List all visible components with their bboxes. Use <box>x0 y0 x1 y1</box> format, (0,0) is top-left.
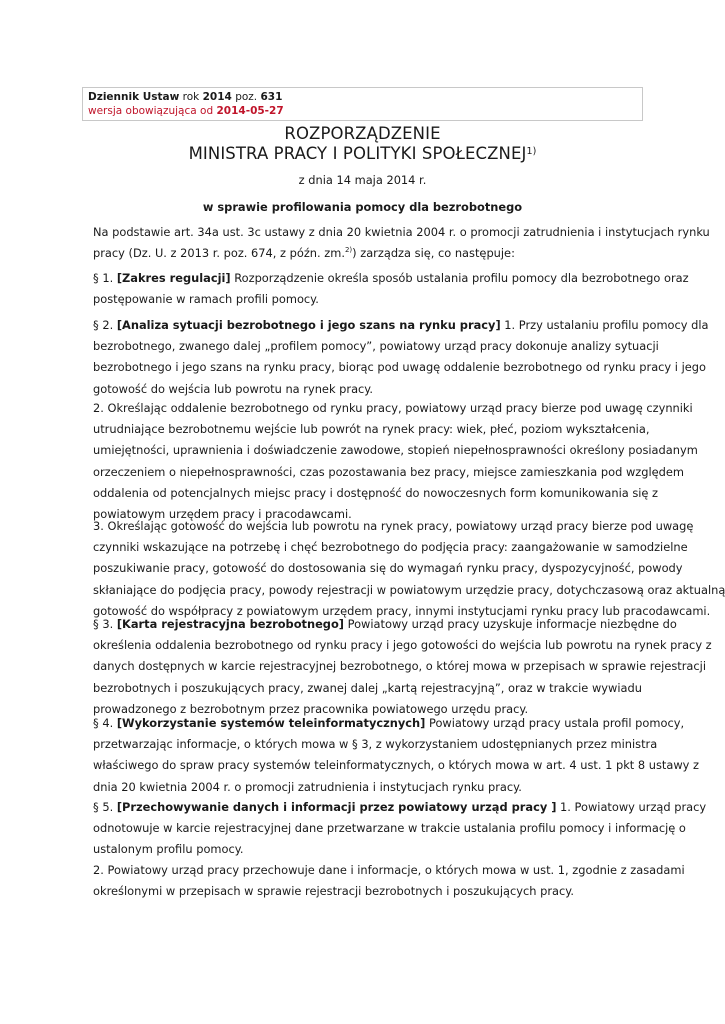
journal-header <box>82 87 643 121</box>
title-line-2 <box>82 144 643 164</box>
paragraph-line <box>93 860 685 881</box>
paragraph-line <box>93 656 707 677</box>
line-text: skłaniające do podjęcia pracy, powody rejestracji w powiatowym urzędzie pracy, dotychczasową oraz aktualną <box>93 582 725 597</box>
line-text: gotowość do współpracy z powiatowym urzędem pracy, innymi instytucjami rynku pracy lub pracodawcami. <box>93 603 711 618</box>
section-number: § 5. <box>93 800 114 814</box>
paragraph-line <box>93 797 707 818</box>
journal-position: 631 <box>260 91 283 103</box>
line-text: 1. Przy ustalaniu profilu pomocy dla <box>504 318 709 332</box>
title-minister: MINISTRA PRACY I POLITYKI SPOŁECZNEJ <box>188 144 527 163</box>
line-text: Powiatowy urząd pracy uzyskuje informacje niezbędne do <box>347 617 677 631</box>
line-text: danych dostępnych w karcie rejestracyjnej bezrobotnego, o której mowa w przepisach w sprawie rejestracji <box>93 659 707 674</box>
line-text: 3. Określając gotowość do wejścia lub powrotu na rynek pracy, powiatowy urząd pracy bierze pod uwagę <box>93 519 694 533</box>
section-heading: [Wykorzystanie systemów teleinformatycznych] <box>116 716 426 730</box>
section-number: § 3. <box>93 617 114 631</box>
paragraph-line <box>93 419 650 440</box>
version-label: wersja obowiązująca od <box>88 105 214 117</box>
line-text: bezrobotnego i jego szans na rynku pracy, biorąc pod uwagę oddalenie bezrobotnego od rynku pracy i jego <box>93 360 706 375</box>
title-footnote: 1) <box>526 146 537 157</box>
paragraph-line <box>93 537 688 558</box>
paragraph-line <box>93 315 709 336</box>
section-paragraph <box>93 797 707 861</box>
line-text: prowadzonego z bezrobotnym przez pracownika powiatowego urzędu pracy. <box>93 701 529 716</box>
paragraph-line <box>93 777 630 798</box>
paragraph-line <box>93 755 700 776</box>
preamble-text: pracy (Dz. U. z 2013 r. poz. 674, z późn. zm. <box>93 246 345 261</box>
line-text: poszukiwanie pracy, gotowość do dostosowania się do wymagań rynku pracy, dyspozycyjność, powody <box>93 561 683 576</box>
section-number: § 2. <box>93 318 114 332</box>
section-paragraph <box>93 713 700 798</box>
line-text: umiejętności, uprawnienia i doświadczenie zawodowe, stopień niepełnosprawności określony posiadanym <box>93 443 698 458</box>
paragraph-line <box>93 440 698 461</box>
paragraph-line <box>93 881 630 902</box>
section-heading: [Zakres regulacji] <box>116 271 231 285</box>
line-text: 1. Powiatowy urząd pracy <box>560 800 707 814</box>
line-text: bezrobotnych i poszukujących pracy, zwanej dalej „kartą rejestracyjną”, oraz w trakcie wywiadu <box>93 680 642 695</box>
section-number: § 1. <box>93 271 114 285</box>
journal-year: 2014 <box>202 91 232 103</box>
paragraph-line <box>93 379 630 400</box>
line-text: określonymi w przepisach w sprawie rejestracji bezrobotnych i poszukujących pracy. <box>93 884 575 899</box>
line-text: postępowanie w ramach profili pomocy. <box>93 292 319 307</box>
preamble-line <box>93 243 630 264</box>
paragraph-line <box>93 462 684 483</box>
preamble-text: ) zarządza się, co następuje: <box>352 246 515 261</box>
line-text: gotowość do wejścia lub powrotu na rynek pracy. <box>93 381 374 396</box>
line-text: orzeczeniem o niepełnosprawności, czas pozostawania bez pracy, miejsce zamieszkania pod względem <box>93 464 684 479</box>
paragraph-line <box>93 268 689 289</box>
line-text: powiatowym urzędem pracy i pracodawcami. <box>93 507 352 522</box>
line-text: dnia 20 kwietnia 2004 r. o promocji zatrudnienia i instytucjach rynku pracy. <box>93 779 522 794</box>
section-paragraph <box>93 315 709 400</box>
position-label: poz. <box>235 91 258 103</box>
preamble-line: Na podstawie art. 34a ust. 3c ustawy z dnia 20 kwietnia 2004 r. o promocji zatrudnienia i instytucjach rynku <box>93 225 710 239</box>
line-text: ustalonym profilu pomocy. <box>93 842 244 857</box>
paragraph-line <box>93 580 725 601</box>
paragraph-line <box>93 398 693 419</box>
line-text: Rozporządzenie określa sposób ustalania profilu pomocy dla bezrobotnego oraz <box>234 271 689 285</box>
paragraph-line <box>93 558 683 579</box>
section-paragraph <box>93 860 685 902</box>
line-text: odnotowuje w karcie rejestracyjnej dane przetwarzane w trakcie ustalania profilu pomocy i informację o <box>93 821 686 836</box>
preamble-footnote: 2) <box>344 246 353 255</box>
line-text: czynniki wskazujące na potrzebę i chęć bezrobotnego do podjęcia pracy: zaangażowanie w samodzielne <box>93 540 688 555</box>
preamble <box>93 222 710 264</box>
section-paragraph <box>93 614 712 720</box>
section-paragraph <box>93 516 725 622</box>
paragraph-line <box>93 289 630 310</box>
version-date: 2014-05-27 <box>216 105 284 117</box>
journal-citation <box>88 90 637 104</box>
line-text: właściwego do spraw pracy systemów teleinformatycznych, o których mowa w art. 4 ust. 1 pkt 8 ustawy z <box>93 758 700 773</box>
section-number: § 4. <box>93 716 114 730</box>
line-text: bezrobotnego, zwanego dalej „profilem pomocy”, powiatowy urząd pracy dokonuje analizy sytuacji <box>93 339 659 354</box>
paragraph-line <box>93 818 686 839</box>
paragraph-line <box>93 483 659 504</box>
paragraph-line <box>93 713 685 734</box>
line-text: oddalenia od potencjalnych miejsc pracy i dostępność do nowoczesnych form komunikowania się z <box>93 485 659 500</box>
line-text: 2. Określając oddalenie bezrobotnego od rynku pracy, powiatowy urząd pracy bierze pod uwagę czynniki <box>93 401 693 415</box>
paragraph-line <box>93 516 694 537</box>
line-text: utrudniające bezrobotnemu wejście lub powrót na rynek pracy: wiek, płeć, poziom wykształcenia, <box>93 422 650 437</box>
section-paragraph <box>93 398 698 525</box>
line-text: Powiatowy urząd pracy ustala profil pomocy, <box>428 716 685 730</box>
line-text: przetwarzając informacje, o których mowa w § 3, z wykorzystaniem udostępnianych przez ministra <box>93 737 658 752</box>
section-heading: [Przechowywanie danych i informacji przez powiatowy urząd pracy ] <box>116 800 557 814</box>
line-text: określenia oddalenia bezrobotnego od rynku pracy i jego gotowości do wejścia lub powrotu na rynek pracy z <box>93 638 712 653</box>
paragraph-line <box>93 734 658 755</box>
version-line <box>88 104 637 118</box>
paragraph-line <box>93 357 706 378</box>
regulation-date: z dnia 14 maja 2014 r. <box>298 173 427 187</box>
section-paragraph <box>93 268 689 310</box>
paragraph-line <box>93 839 630 860</box>
section-heading: [Analiza sytuacji bezrobotnego i jego szans na rynku pracy] <box>116 318 501 332</box>
title-line-1: ROZPORZĄDZENIE <box>284 124 441 143</box>
line-text: 2. Powiatowy urząd pracy przechowuje dane i informacje, o których mowa w ust. 1, zgodnie z zasadami <box>93 863 685 877</box>
section-heading: [Karta rejestracyjna bezrobotnego] <box>116 617 344 631</box>
paragraph-line <box>93 678 642 699</box>
paragraph-line <box>93 635 712 656</box>
year-label: rok <box>182 91 200 103</box>
paragraph-line <box>93 336 659 357</box>
regulation-subject: w sprawie profilowania pomocy dla bezrobotnego <box>202 200 523 214</box>
paragraph-line <box>93 614 677 635</box>
journal-name: Dziennik Ustaw <box>88 91 180 103</box>
